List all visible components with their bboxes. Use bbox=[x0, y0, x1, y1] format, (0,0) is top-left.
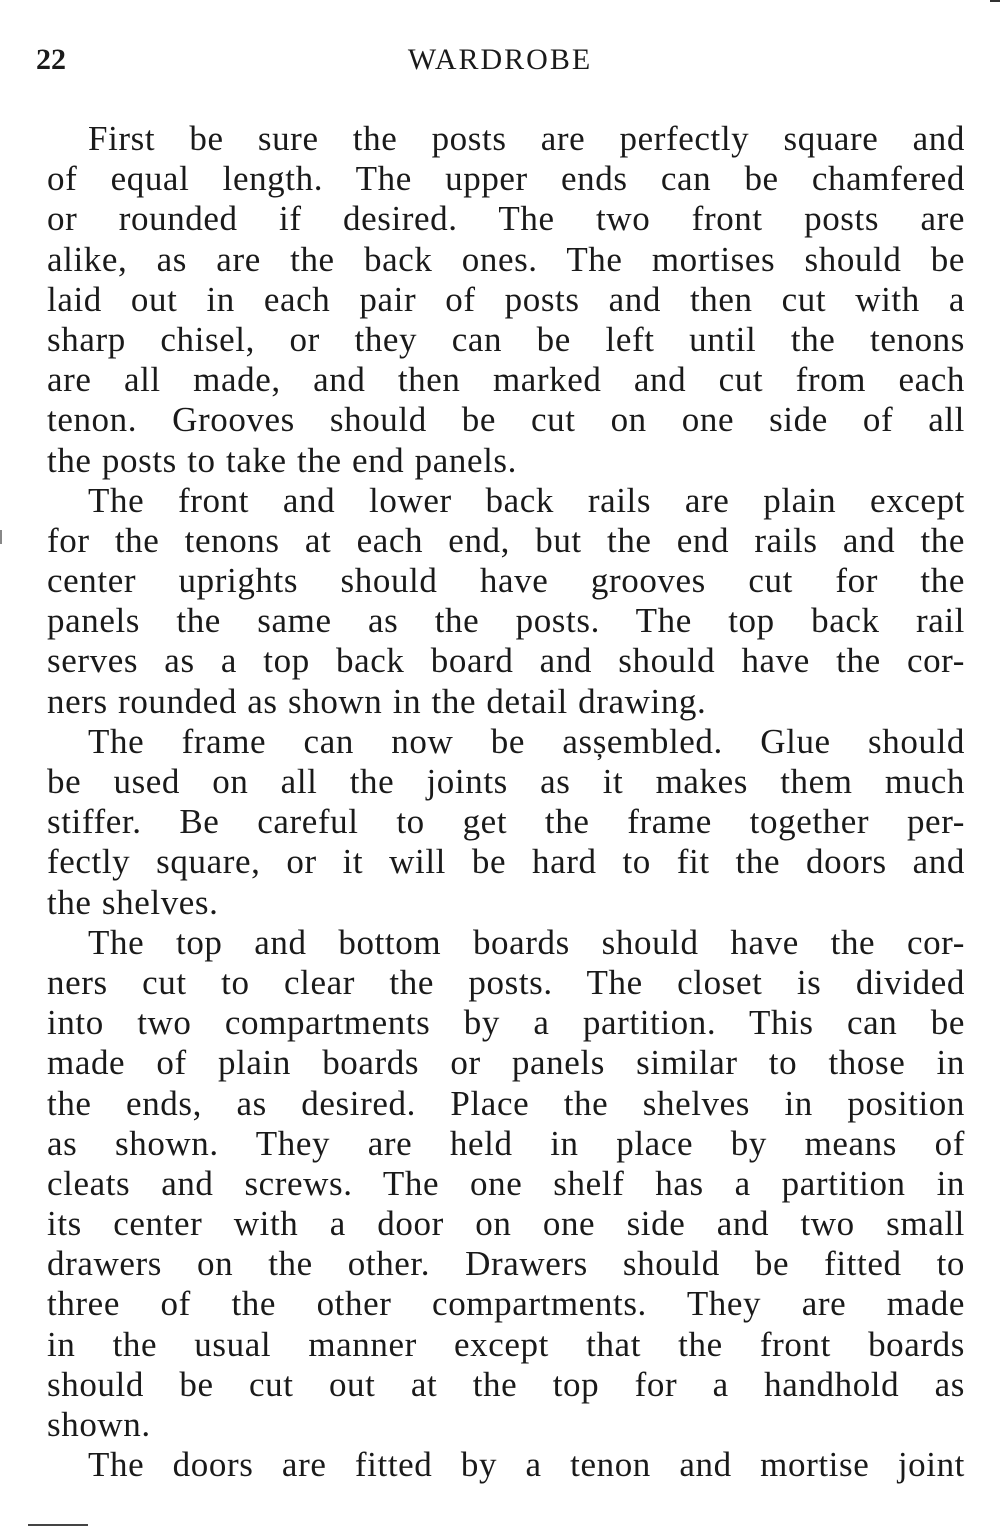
text-line: the shelves. bbox=[47, 882, 219, 922]
text-line: cleats and screws. The one shelf has a partition in bbox=[47, 1163, 965, 1203]
text-line: or rounded if desired. The two front posts are bbox=[47, 199, 965, 239]
text-line: be used on all the joints as it makes them much bbox=[47, 762, 965, 801]
paragraph bbox=[47, 1445, 965, 1485]
paragraph bbox=[47, 481, 965, 722]
text-line: laid out in each pair of posts and then cut with a bbox=[47, 279, 965, 319]
text-line: the ends, as desired. Place the shelves in position bbox=[47, 1083, 965, 1123]
text-line: for the tenons at each end, but the end rails and the bbox=[47, 520, 965, 560]
scan-edge-tick bbox=[0, 530, 2, 544]
text-line: serves as a top back board and should have the cor- bbox=[47, 641, 965, 681]
text-line: fectly square, or it will be hard to fit the doors and bbox=[47, 842, 965, 882]
page-header bbox=[36, 38, 964, 82]
text-line: tenon. Grooves should be cut on one side of all bbox=[47, 400, 965, 440]
text-line: are all made, and then marked and cut from each bbox=[47, 360, 965, 400]
text-line: should be cut out at the top for a handhold as bbox=[47, 1364, 965, 1404]
text-line: ners rounded as shown in the detail drawing. bbox=[47, 681, 707, 721]
text-line: into two compartments by a partition. This can be bbox=[47, 1003, 965, 1043]
scan-edge-mark-bottom bbox=[28, 1524, 88, 1526]
paragraph bbox=[47, 722, 965, 923]
running-head: WARDROBE bbox=[407, 43, 593, 76]
text-line: its center with a door on one side and two small bbox=[47, 1204, 965, 1244]
text-line: sharp chisel, or they can be left until the tenons bbox=[47, 319, 965, 359]
paragraph bbox=[47, 923, 965, 1445]
text-line: drawers on the other. Drawers should be fitted to bbox=[47, 1244, 965, 1284]
text-line: of equal length. The upper ends can be chamfered bbox=[47, 159, 965, 199]
text-line: ners cut to clear the posts. The closet is divided bbox=[47, 962, 965, 1002]
text-line: The front and lower back rails are plain except bbox=[88, 480, 965, 520]
text-line: three of the other compartments. They are made bbox=[47, 1284, 965, 1324]
text-line: in the usual manner except that the front boards bbox=[47, 1324, 965, 1364]
text-line: shown. bbox=[47, 1405, 151, 1444]
text-line: panels the same as the posts. The top back rail bbox=[47, 601, 965, 641]
text-line: as shown. They are held in place by means of bbox=[47, 1123, 965, 1163]
text-line: center uprights should have grooves cut for the bbox=[47, 561, 965, 601]
scan-edge-mark bbox=[990, 0, 1000, 2]
text-line: made of plain boards or panels similar to those in bbox=[47, 1043, 965, 1083]
text-line: stiffer. Be careful to get the frame together per- bbox=[47, 802, 965, 842]
body-text bbox=[47, 119, 965, 1485]
text-line: The doors are fitted by a tenon and mortise joint bbox=[88, 1445, 965, 1485]
text-line: alike, as are the back ones. The mortises should be bbox=[47, 239, 965, 279]
text-line: the posts to take the end panels. bbox=[47, 440, 517, 480]
text-line: First be sure the posts are perfectly square and bbox=[88, 119, 965, 158]
page-number: 22 bbox=[36, 43, 66, 76]
paragraph bbox=[47, 119, 965, 481]
text-line: The frame can now be asșembled. Glue should bbox=[88, 721, 965, 761]
text-line: The top and bottom boards should have the cor- bbox=[88, 922, 965, 962]
